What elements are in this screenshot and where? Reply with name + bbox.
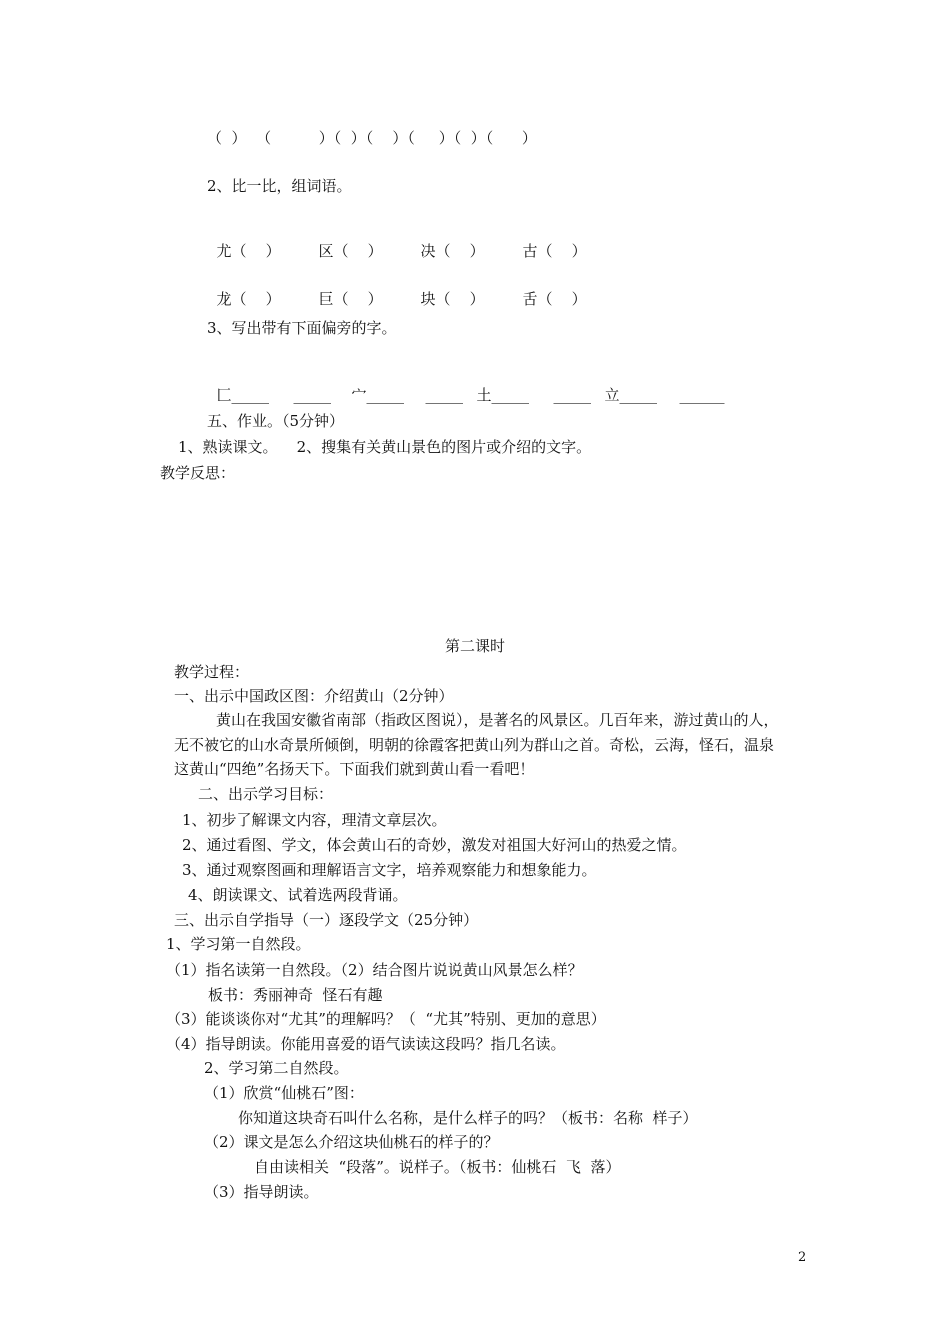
question-2-title: 2、比一比，组词语。 [207, 177, 352, 195]
section-2-title: 2、学习第二自然段。 [204, 1059, 349, 1077]
process-title: 教学过程： [174, 663, 250, 681]
radical-blank: _____ [425, 386, 464, 404]
radical-item: 宀_____ [351, 386, 405, 404]
section-2-item-a: （1）欣赏“仙桃石”图： [204, 1084, 364, 1102]
compare-item: 决（ ） [420, 242, 485, 260]
section-2-item-c: （3）指导朗读。 [204, 1183, 319, 1201]
compare-item: 块（ ） [420, 290, 485, 308]
section-2-item-b: （2）课文是怎么介绍这块仙桃石的样子的？ [204, 1133, 499, 1151]
radical-blank: _____ [553, 386, 592, 404]
goal-item: 3、通过观察图画和理解语言文字，培养观察能力和想象能力。 [182, 861, 597, 879]
radical-row [207, 366, 725, 405]
teaching-reflection-label: 教学反思： [160, 464, 236, 482]
step-3-title: 三、出示自学指导（一）逐段学文（25分钟） [174, 911, 479, 929]
homework-items: 1、熟读课文。 2、搜集有关黄山景色的图片或介绍的文字。 [178, 438, 592, 456]
compare-item: 巨（ ） [318, 290, 383, 308]
compare-item: 龙（ ） [216, 290, 281, 308]
radical-blank: _____ [293, 386, 332, 404]
compare-item: 尤（ ） [216, 242, 281, 260]
step-1-title: 一、出示中国政区图：介绍黄山（2分钟） [174, 687, 454, 705]
paragraph-line: 这黄山“四绝”名扬天下。下面我们就到黄山看一看吧！ [174, 760, 535, 778]
step-2-title: 二、出示学习目标： [198, 785, 334, 803]
section-1-item-a: （1）指名读第一自然段。（2）结合图片说说黄山风景怎么样？ [166, 961, 583, 979]
section-2-item-a-text: 你知道这块奇石叫什么名称，是什么样子的吗？（板书：名称 样子） [238, 1109, 698, 1127]
section-1-item-c: （4）指导朗读。你能用喜爱的语气读读这段吗？指几名读。 [166, 1035, 566, 1053]
radical-item: 匚_____ [216, 386, 270, 404]
compare-row-1 [207, 222, 625, 261]
paragraph-line: 无不被它的山水奇景所倾倒，明朝的徐霞客把黄山列为群山之首。奇松，云海，怪石，温泉 [174, 735, 775, 754]
compare-item: 舌（ ） [522, 290, 587, 308]
section-2-item-b-text: 自由读相关 “段落”。说样子。（板书：仙桃石 飞 落） [254, 1158, 621, 1176]
radical-item: 土_____ [476, 386, 530, 404]
homework-title: 五、作业。（5分钟） [207, 412, 345, 430]
lesson-2-title: 第二课时 [444, 637, 505, 655]
question-3-title: 3、写出带有下面偏旁的字。 [207, 319, 397, 337]
compare-row-2 [207, 270, 625, 309]
compare-item: 古（ ） [522, 242, 587, 260]
compare-item: 区（ ） [318, 242, 383, 260]
radical-blank: ______ [679, 386, 725, 404]
step-1-paragraph [174, 708, 779, 782]
blank-brackets-row: （ ） （ ）（ ）（ ）（ ）（ ）（ ） [207, 129, 537, 147]
section-1-item-b: （3）能谈谈你对“尤其”的理解吗？（ “尤其”特别、更加的意思） [166, 1010, 606, 1028]
goal-item: 4、朗读课文、试着选两段背诵。 [188, 886, 408, 904]
page-number: 2 [798, 1250, 807, 1265]
radical-item: 立_____ [604, 386, 658, 404]
section-1-board: 板书：秀丽神奇 怪石有趣 [208, 986, 383, 1004]
paragraph-line: 黄山在我国安徽省南部（指政区图说），是著名的风景区。几百年来，游过黄山的人， [216, 711, 779, 729]
section-1-title: 1、学习第一自然段。 [166, 935, 311, 953]
goal-item: 2、通过看图、学文，体会黄山石的奇妙，激发对祖国大好河山的热爱之情。 [182, 836, 687, 854]
goal-item: 1、初步了解课文内容，理清文章层次。 [182, 811, 447, 829]
